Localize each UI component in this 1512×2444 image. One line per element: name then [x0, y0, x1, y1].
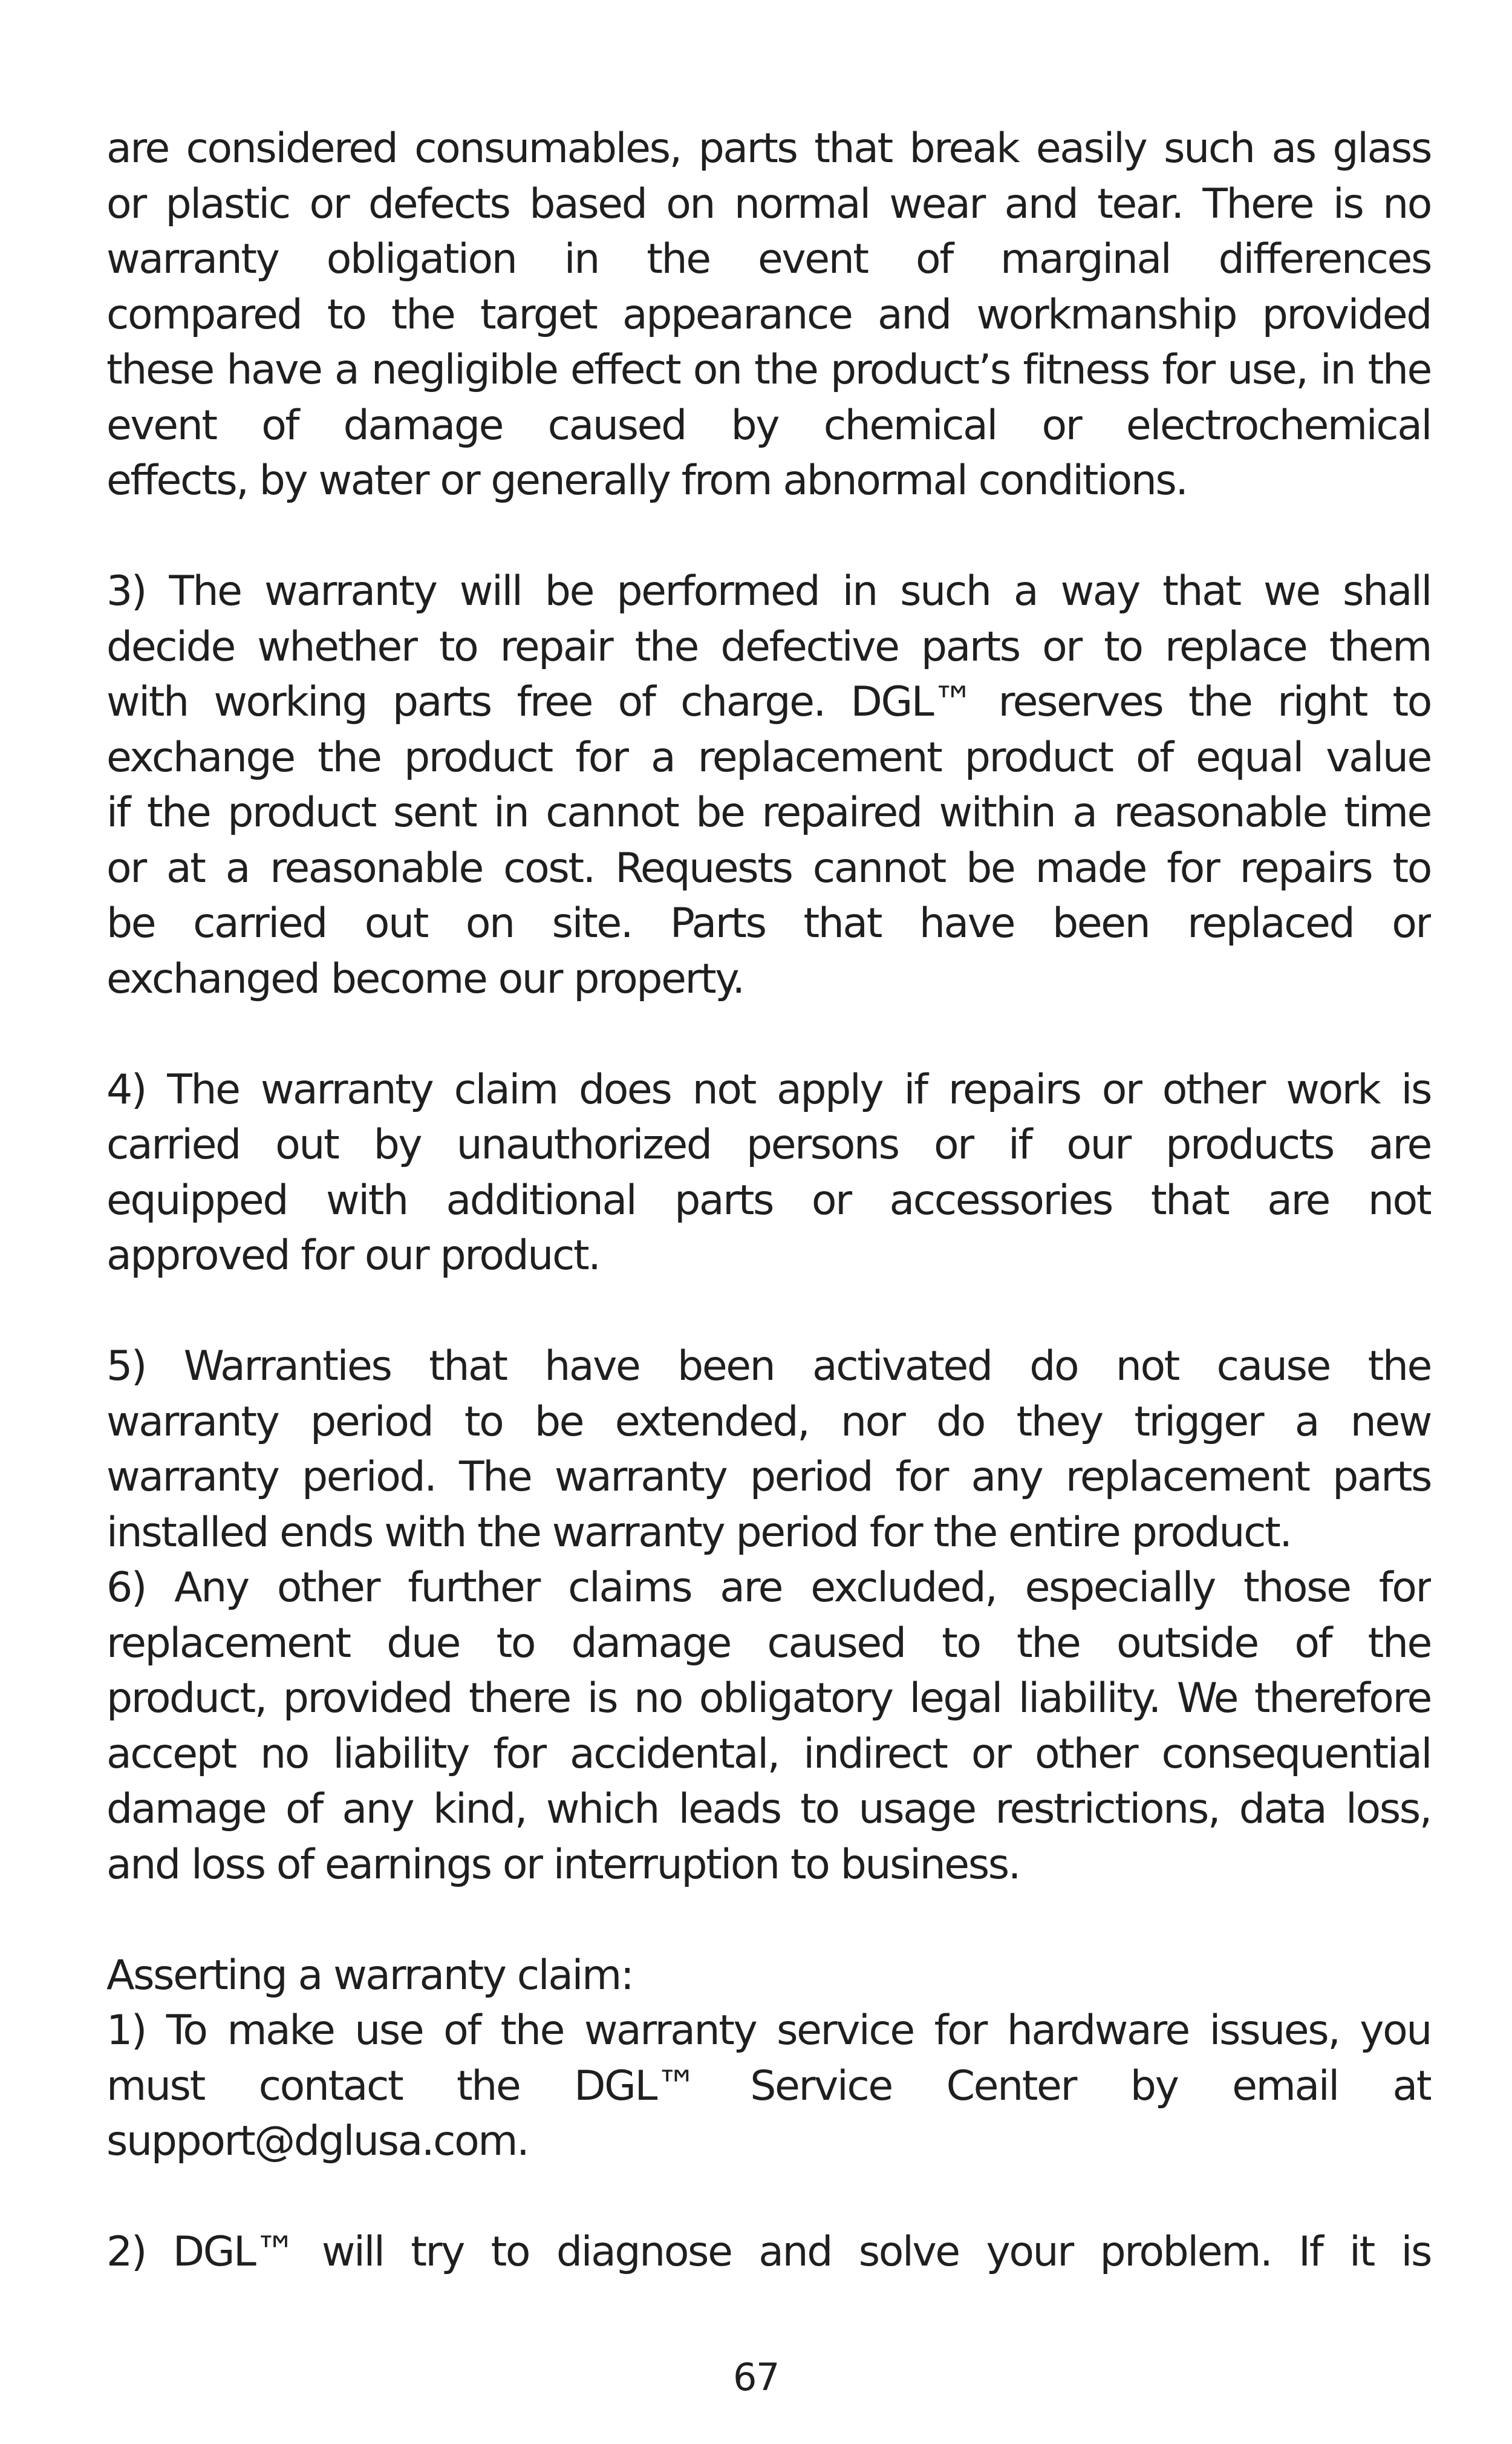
text-line: if the product sent in cannot be repaired within a reasonable time: [106, 789, 1431, 837]
page-number: 67: [733, 2355, 779, 2399]
text-line: be carried out on site. Parts that have been replaced or: [106, 900, 1431, 947]
section-heading: Asserting a warranty claim:: [106, 1951, 633, 1999]
text-line: must contact the DGL™ Service Center by email at: [106, 2062, 1431, 2110]
text-line: with working parts free of charge. DGL™ reserves the right to: [106, 678, 1431, 726]
text-line: 5) Warranties that have been activated do not cause the: [106, 1342, 1431, 1390]
paragraph-spacer: [106, 1284, 1431, 1339]
text-line: installed ends with the warranty period for the entire product.: [106, 1508, 1291, 1557]
text-line: approved for our product.: [106, 1232, 600, 1279]
text-line: equipped with additional parts or accessories that are not: [106, 1176, 1431, 1224]
text-line: decide whether to repair the defective parts or to replace them: [106, 622, 1431, 671]
text-line: 2) DGL™ will try to diagnose and solve your problem. If it is: [106, 2228, 1431, 2276]
text-line: accept no liability for accidental, indirect or other consequential: [106, 1730, 1431, 1778]
paragraph-warranty-exclusions: [106, 121, 1431, 509]
text-line: damage of any kind, which leads to usage restrictions, data loss,: [106, 1785, 1431, 1833]
text-line: are considered consumables, parts that break easily such as glass: [106, 125, 1431, 172]
paragraph-claim-item-2: [106, 2224, 1431, 2280]
paragraph-item-4: [106, 1062, 1431, 1284]
text-line: replacement due to damage caused to the outside of the: [106, 1619, 1431, 1667]
paragraph-spacer: [106, 2169, 1431, 2225]
paragraph-spacer: [106, 1007, 1431, 1062]
paragraph-item-6: [106, 1560, 1431, 1892]
text-line: or plastic or defects based on normal wear and tear. There is no: [106, 180, 1431, 228]
paragraph-item-5: [106, 1339, 1431, 1560]
paragraph-spacer: [106, 1892, 1431, 1948]
text-line: exchange the product for a replacement product of equal value: [106, 733, 1431, 782]
paragraph-spacer: [106, 509, 1431, 564]
paragraph-item-3: [106, 564, 1431, 1007]
page-body: [106, 121, 1431, 2280]
text-line: 3) The warranty will be performed in such a way that we shall: [106, 567, 1431, 615]
text-line: event of damage caused by chemical or electrochemical: [106, 401, 1431, 449]
text-line: product, provided there is no obligatory legal liability. We therefore: [106, 1675, 1431, 1722]
paragraph-asserting-claim: [106, 1948, 1431, 2169]
text-line: 6) Any other further claims are excluded, especially those for: [106, 1564, 1431, 1612]
text-line: carried out by unauthorized persons or if our products are: [106, 1121, 1431, 1169]
text-line: effects, by water or generally from abnormal conditions.: [106, 457, 1187, 505]
text-line: compared to the target appearance and workmanship provided: [106, 290, 1431, 339]
text-line: and loss of earnings or interruption to business.: [106, 1840, 1020, 1889]
text-line: warranty obligation in the event of marginal differences: [106, 235, 1431, 283]
text-line: 1) To make use of the warranty service for hardware issues, you: [106, 2007, 1431, 2054]
text-line: warranty period to be extended, nor do they trigger a new: [106, 1397, 1431, 1446]
text-line: these have a negligible effect on the product’s fitness for use, in the: [106, 346, 1431, 394]
text-line: 4) The warranty claim does not apply if repairs or other work is: [106, 1065, 1431, 1114]
text-line: exchanged become our property.: [106, 955, 744, 1003]
support-email: support@dglusa.com.: [106, 2117, 529, 2165]
text-line: or at a reasonable cost. Requests cannot be made for repairs to: [106, 844, 1431, 892]
text-line: warranty period. The warranty period for any replacement parts: [106, 1453, 1431, 1501]
